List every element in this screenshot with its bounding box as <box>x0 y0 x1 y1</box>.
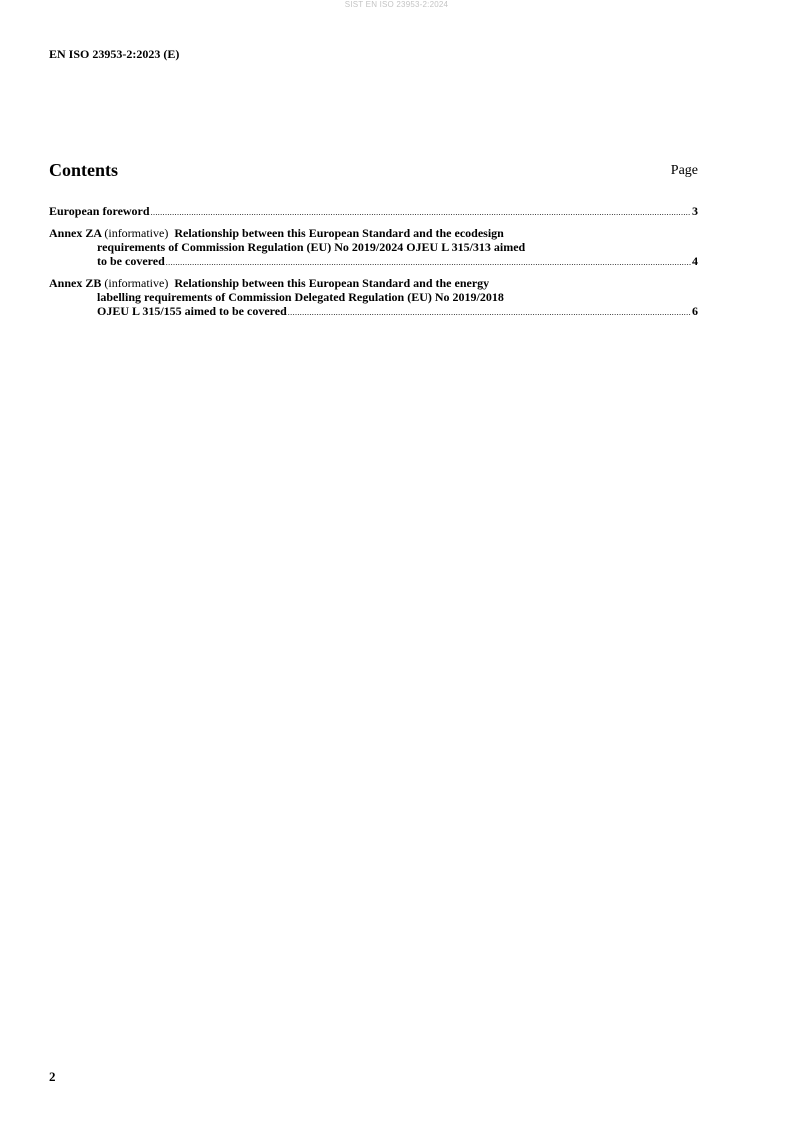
table-of-contents <box>49 204 698 326</box>
toc-entry-foreword[interactable] <box>49 204 698 220</box>
toc-line <box>49 204 698 220</box>
toc-entry-title: Relationship between this European Standard and the ecodesign <box>174 226 504 240</box>
toc-line <box>49 276 698 290</box>
toc-line <box>49 240 698 254</box>
toc-entry-title-continued: to be covered <box>97 254 165 268</box>
annex-label: Annex ZA <box>49 226 102 240</box>
toc-line <box>49 304 698 320</box>
toc-entry-title-continued: requirements of Commission Regulation (EU) No 2019/2024 OJEU L 315/313 aimed <box>97 240 526 254</box>
contents-title: Contents <box>49 160 119 180</box>
annex-qualifier: (informative) <box>104 276 169 290</box>
toc-entry-title-continued: labelling requirements of Commission Delegated Regulation (EU) No 2019/2018 <box>97 290 504 304</box>
toc-page-number: 4 <box>692 254 698 268</box>
toc-entry-annex-za[interactable] <box>49 226 698 270</box>
dot-leader <box>166 256 691 270</box>
toc-entry-annex-zb[interactable] <box>49 276 698 320</box>
page-number-footer: 2 <box>49 1069 56 1084</box>
document-id-header: EN ISO 23953-2:2023 (E) <box>49 47 180 61</box>
toc-page-number: 6 <box>692 304 698 318</box>
toc-page-number: 3 <box>692 204 698 218</box>
toc-line <box>49 290 698 304</box>
toc-line <box>49 254 698 270</box>
dot-leader <box>288 306 691 320</box>
annex-qualifier: (informative) <box>104 226 169 240</box>
contents-heading-row <box>49 160 698 184</box>
toc-entry-title: European foreword <box>49 204 150 218</box>
page-column-label: Page <box>670 163 698 178</box>
watermark-text: SIST EN ISO 23953-2:2024 <box>344 0 449 9</box>
toc-entry-title-continued: OJEU L 315/155 aimed to be covered <box>97 304 287 318</box>
annex-label: Annex ZB <box>49 276 102 290</box>
dot-leader <box>151 206 691 220</box>
toc-line <box>49 226 698 240</box>
toc-entry-title: Relationship between this European Standard and the energy <box>174 276 490 290</box>
